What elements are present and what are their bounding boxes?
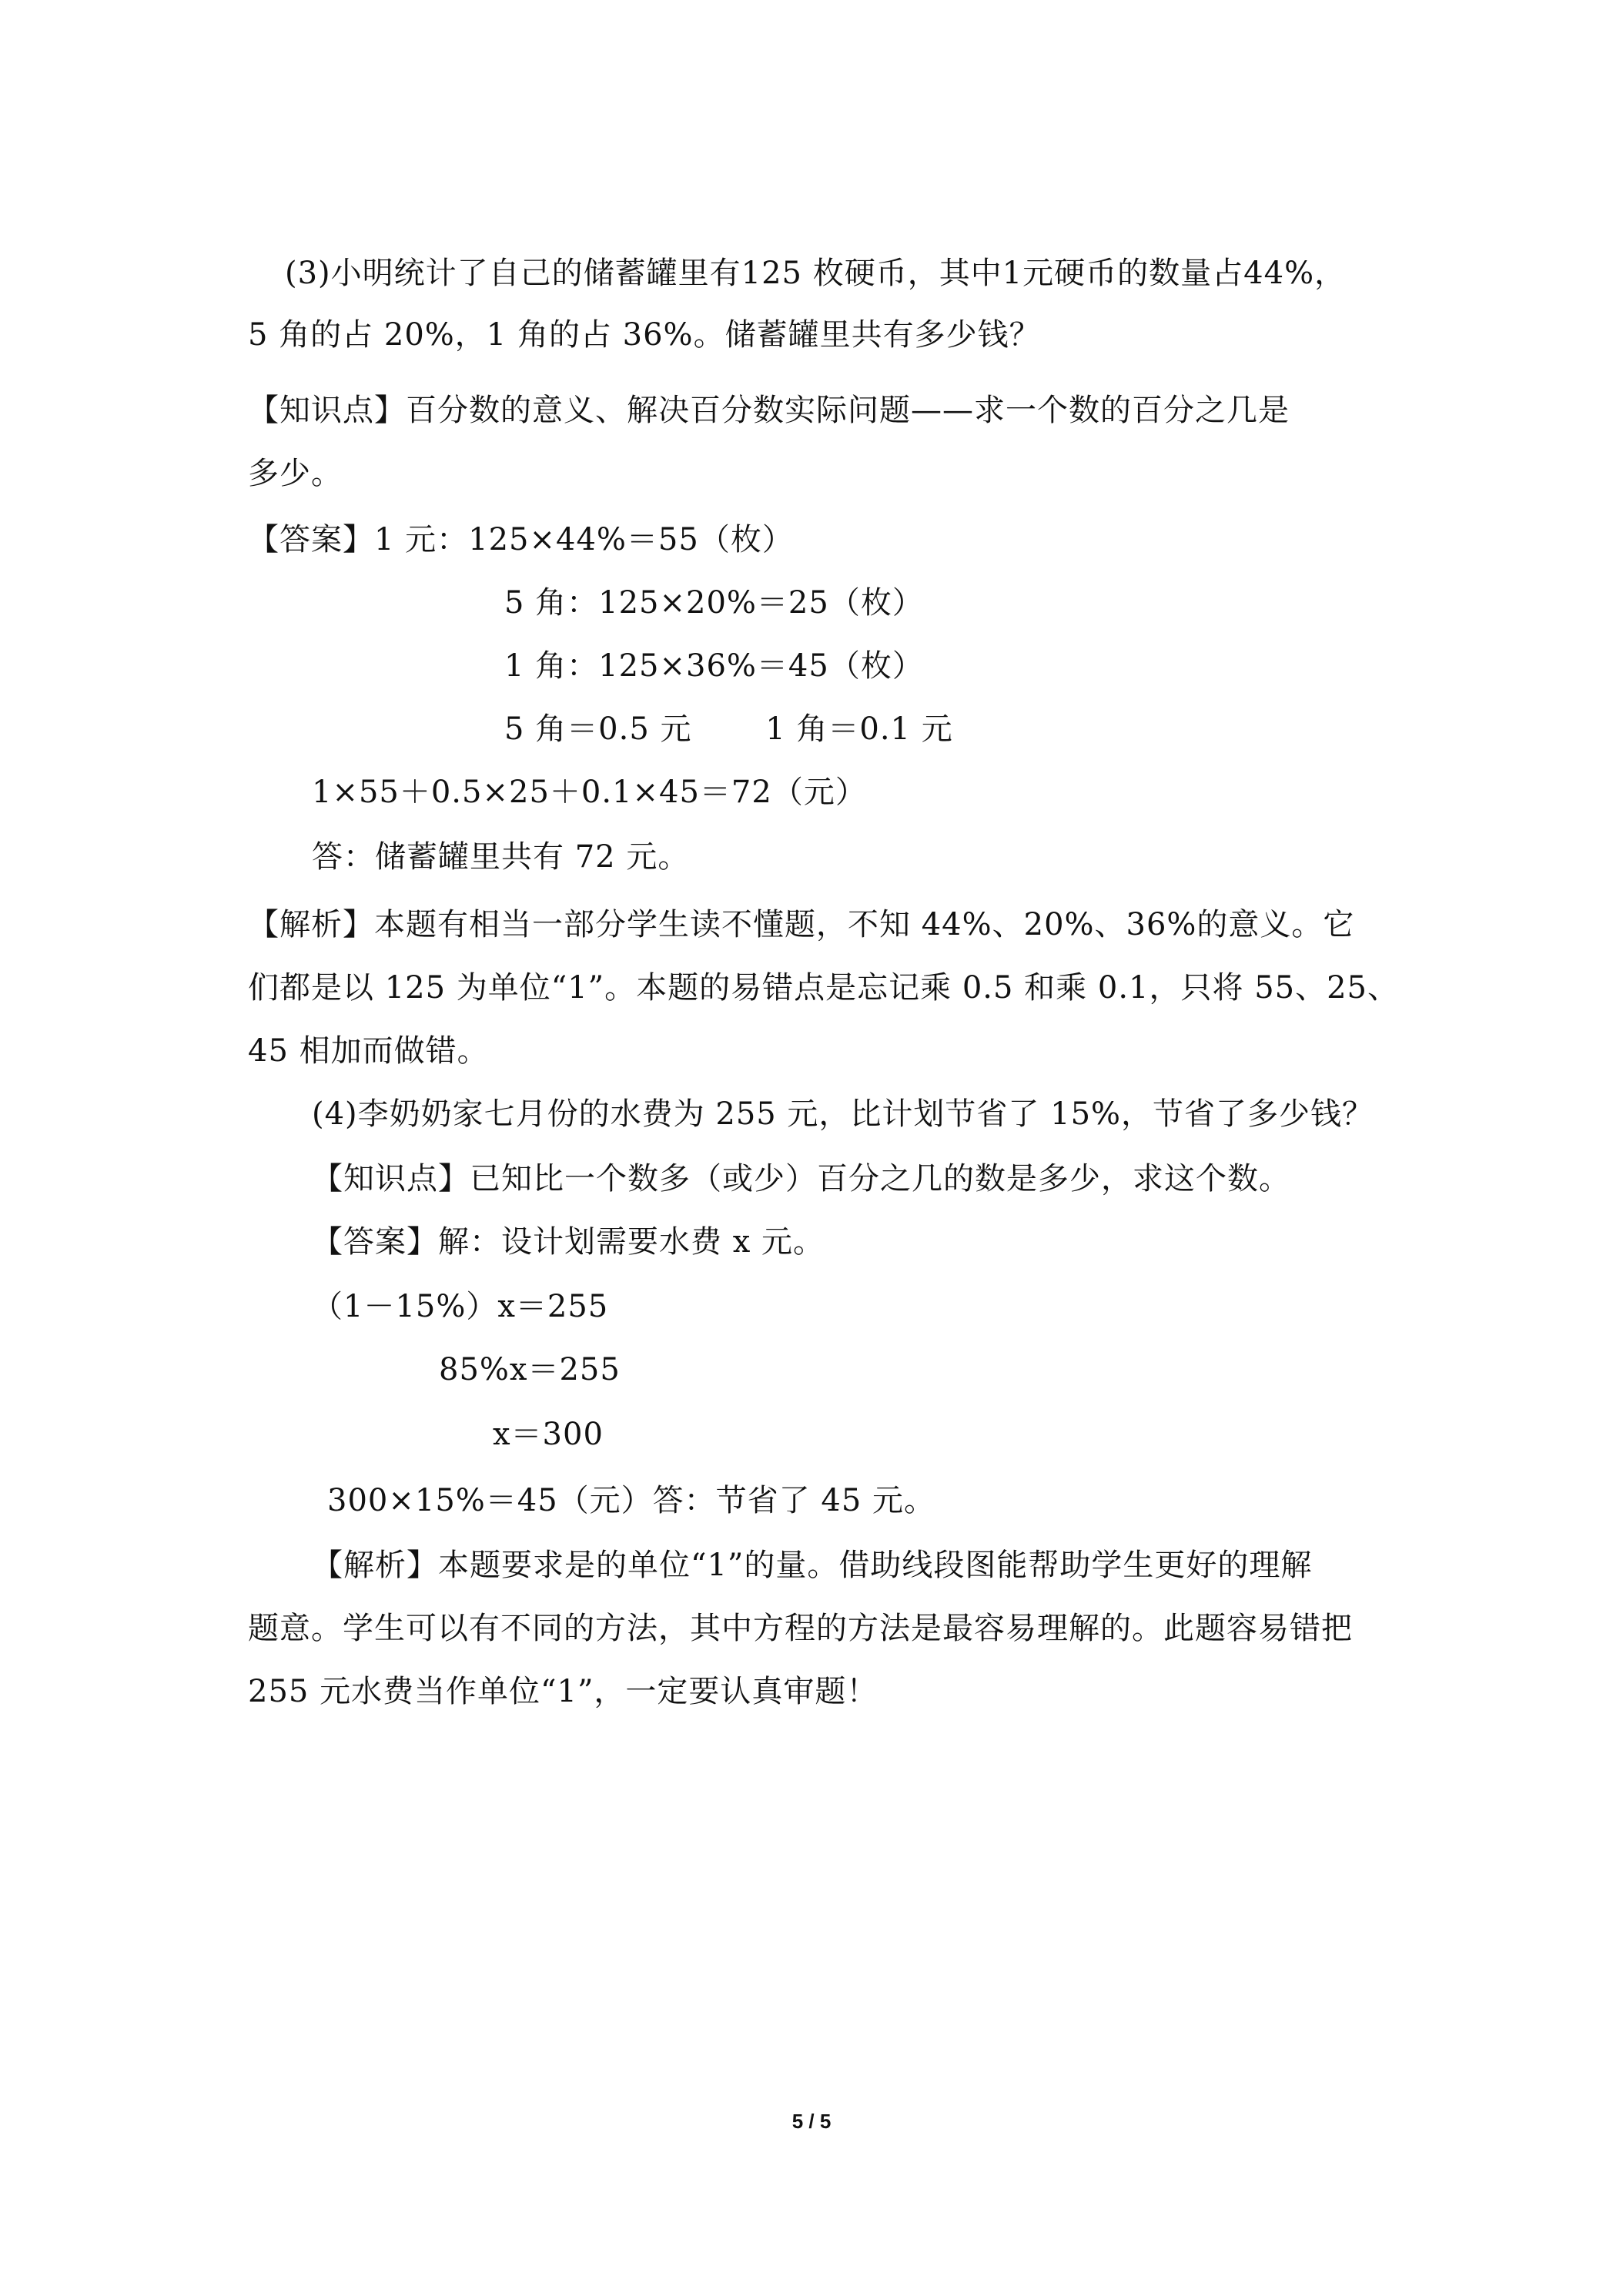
q4-answer-line-4: x＝300 [493,1417,604,1452]
q3-analysis-line-2: 们都是以 125 为单位“1”。本题的易错点是忘记乘 0.5 和乘 0.1，只将 55、25、 [248,970,1400,1006]
q4-analysis-line-1: 【解析】本题要求是的单位“1”的量。借助线段图能帮助学生更好的理解 [312,1548,1313,1583]
q3-answer-line-5: 1×55＋0.5×25＋0.1×45＝72（元） [312,775,867,810]
page-number: 5 / 5 [791,2110,832,2133]
q4-answer-line-5: 300×15%＝45（元）答：节省了 45 元。 [327,1483,935,1518]
q3-analysis-line-3: 45 相加而做错。 [248,1033,489,1069]
q4-answer-line-2: （1－15%）x＝255 [312,1289,609,1324]
q3-answer-line-1: 【答案】1 元：125×44%＝55（枚） [248,522,794,557]
q3-answer-line-2: 5 角：125×20%＝25（枚） [504,585,924,621]
q4-analysis-line-2: 题意。学生可以有不同的方法，其中方程的方法是最容易理解的。此题容易错把 [248,1611,1353,1646]
q3-question-line-1: (3)小明统计了自己的储蓄罐里有125 枚硬币，其中1元硬币的数量占44%， [285,256,1347,291]
q4-analysis-line-3: 255 元水费当作单位“1”，一定要认真审题！ [248,1674,878,1709]
q4-question-line-1: (4)李奶奶家七月份的水费为 255 元，比计划节省了 15%，节省了多少钱？ [312,1096,1374,1132]
q3-answer-line-4: 5 角＝0.5 元 1 角＝0.1 元 [504,711,953,747]
q3-question-line-2: 5 角的占 20%，1 角的占 36%。储蓄罐里共有多少钱？ [248,317,1041,353]
q3-knowledge-line-1: 【知识点】百分数的意义、解决百分数实际问题——求一个数的百分之几是 [248,393,1290,428]
q4-knowledge-line-1: 【知识点】已知比一个数多（或少）百分之几的数是多少，求这个数。 [312,1161,1290,1197]
q3-analysis-line-1: 【解析】本题有相当一部分学生读不懂题，不知 44%、20%、36%的意义。它 [248,907,1355,942]
q4-answer-line-1: 【答案】解：设计划需要水费 x 元。 [312,1224,825,1260]
q3-knowledge-line-2: 多少。 [248,456,343,491]
q4-answer-line-3: 85%x＝255 [439,1352,621,1387]
q3-answer-line-3: 1 角：125×36%＝45（枚） [504,648,924,684]
q3-answer-line-6: 答：储蓄罐里共有 72 元。 [312,839,690,875]
